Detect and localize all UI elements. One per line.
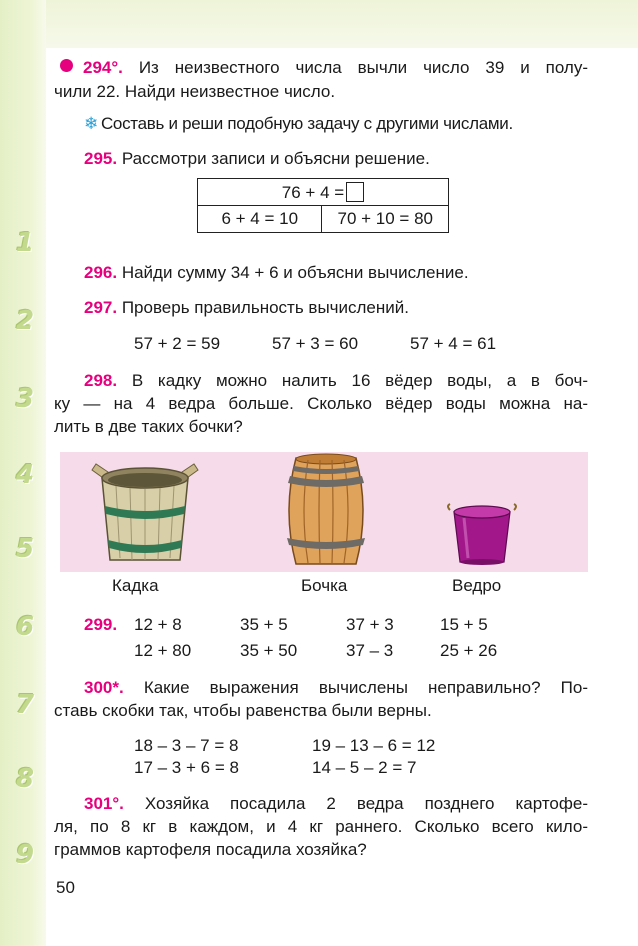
side-number: 4	[15, 460, 35, 490]
tub-image	[90, 460, 200, 568]
barrel-image	[278, 452, 374, 570]
table-expression: 76 + 4 =	[281, 182, 345, 202]
task-298-line-1	[84, 370, 588, 392]
task-number: 295.	[84, 149, 118, 168]
expression: 18 – 3 – 7 = 8	[134, 736, 239, 755]
caption-barrel: Бочка	[301, 576, 348, 595]
page-number: 50	[56, 878, 75, 897]
task-text: Хозяйка посадила 2 ведра позднего картофе-	[144, 794, 588, 813]
task-number: 298.	[84, 371, 118, 390]
degree-mark: °.	[112, 794, 124, 813]
task-number: 296.	[84, 263, 118, 282]
expression: 57 + 4 = 61	[410, 334, 497, 353]
task-text: Какие выражения вычислены неправильно? По-	[143, 678, 588, 697]
task-301-line-3: граммов картофеля посадила хозяйка?	[54, 840, 367, 859]
task-text: Найди сумму 34 + 6 и объясни вычисление.	[121, 263, 469, 282]
illustration-band	[60, 452, 588, 572]
side-number: 3	[15, 384, 35, 414]
table-top-cell	[198, 179, 449, 206]
side-number: 5	[15, 534, 35, 564]
expression: 35 + 50	[240, 641, 298, 660]
chapter-sidebar	[0, 0, 46, 946]
degree-mark: °.	[111, 58, 123, 77]
task-number: 297.	[84, 298, 118, 317]
expression: 37 + 3	[346, 615, 394, 634]
decomposition-table	[197, 178, 449, 233]
task-299-number	[84, 614, 117, 636]
dot-icon	[60, 59, 73, 72]
caption-tub: Кадка	[112, 576, 159, 595]
task-300-line-1	[84, 677, 588, 699]
task-297	[84, 297, 409, 319]
task-text: Рассмотри записи и объясни решение.	[121, 149, 430, 168]
task-number: 301	[84, 794, 113, 813]
expression: 19 – 13 – 6 = 12	[312, 736, 436, 755]
bucket-image	[444, 500, 520, 566]
expression: 12 + 8	[134, 615, 182, 634]
expression: 15 + 5	[440, 615, 488, 634]
task-number: 299.	[84, 615, 118, 634]
table-right-cell: 70 + 10 = 80	[322, 206, 449, 233]
task-296	[84, 262, 469, 284]
top-band	[0, 0, 638, 48]
task-295	[84, 148, 430, 170]
expression: 35 + 5	[240, 615, 288, 634]
expression: 14 – 5 – 2 = 7	[312, 758, 417, 777]
task-text: Проверь правильность вычислений.	[121, 298, 409, 317]
task-298-line-3: лить в две таких бочки?	[54, 417, 243, 436]
side-number: 1	[15, 228, 35, 258]
side-number: 2	[15, 306, 35, 336]
task-294-line-2: чили 22. Найди неизвестное число.	[54, 82, 336, 101]
task-number: 300*.	[84, 678, 124, 697]
side-number: 6	[15, 612, 35, 642]
task-300-line-2: ставь скобки так, чтобы равенства были верны.	[54, 701, 432, 720]
task-301-line-2: ля, по 8 кг в каждом, и 4 кг раннего. Сколько всего кило-	[54, 817, 588, 836]
side-number: 8	[15, 764, 35, 794]
snowflake-icon: ❄	[84, 114, 98, 133]
task-298-line-2: ку — на 4 ведра больше. Сколько вёдер воды можна на-	[54, 394, 588, 413]
expression: 12 + 80	[134, 641, 192, 660]
side-number: 7	[15, 690, 35, 720]
task-text: Составь и реши подобную задачу с другими числами.	[100, 114, 513, 133]
task-294-line-1	[60, 57, 588, 79]
caption-bucket: Ведро	[452, 576, 502, 595]
side-number: 9	[15, 840, 35, 870]
task-text: В кадку можно налить 16 вёдер воды, а в боч-	[131, 371, 588, 390]
expression: 57 + 2 = 59	[134, 334, 221, 353]
task-text: Из неизвестного числа вычли число 39 и полу-	[138, 58, 588, 77]
task-number: 294	[83, 58, 112, 77]
table-left-cell: 6 + 4 = 10	[198, 206, 322, 233]
expression: 57 + 3 = 60	[272, 334, 359, 353]
task-294-extra	[84, 113, 513, 135]
expression: 25 + 26	[440, 641, 498, 660]
expression: 37 – 3	[346, 641, 394, 660]
answer-box	[346, 182, 364, 202]
task-301-line-1	[84, 793, 588, 815]
expression: 17 – 3 + 6 = 8	[134, 758, 239, 777]
